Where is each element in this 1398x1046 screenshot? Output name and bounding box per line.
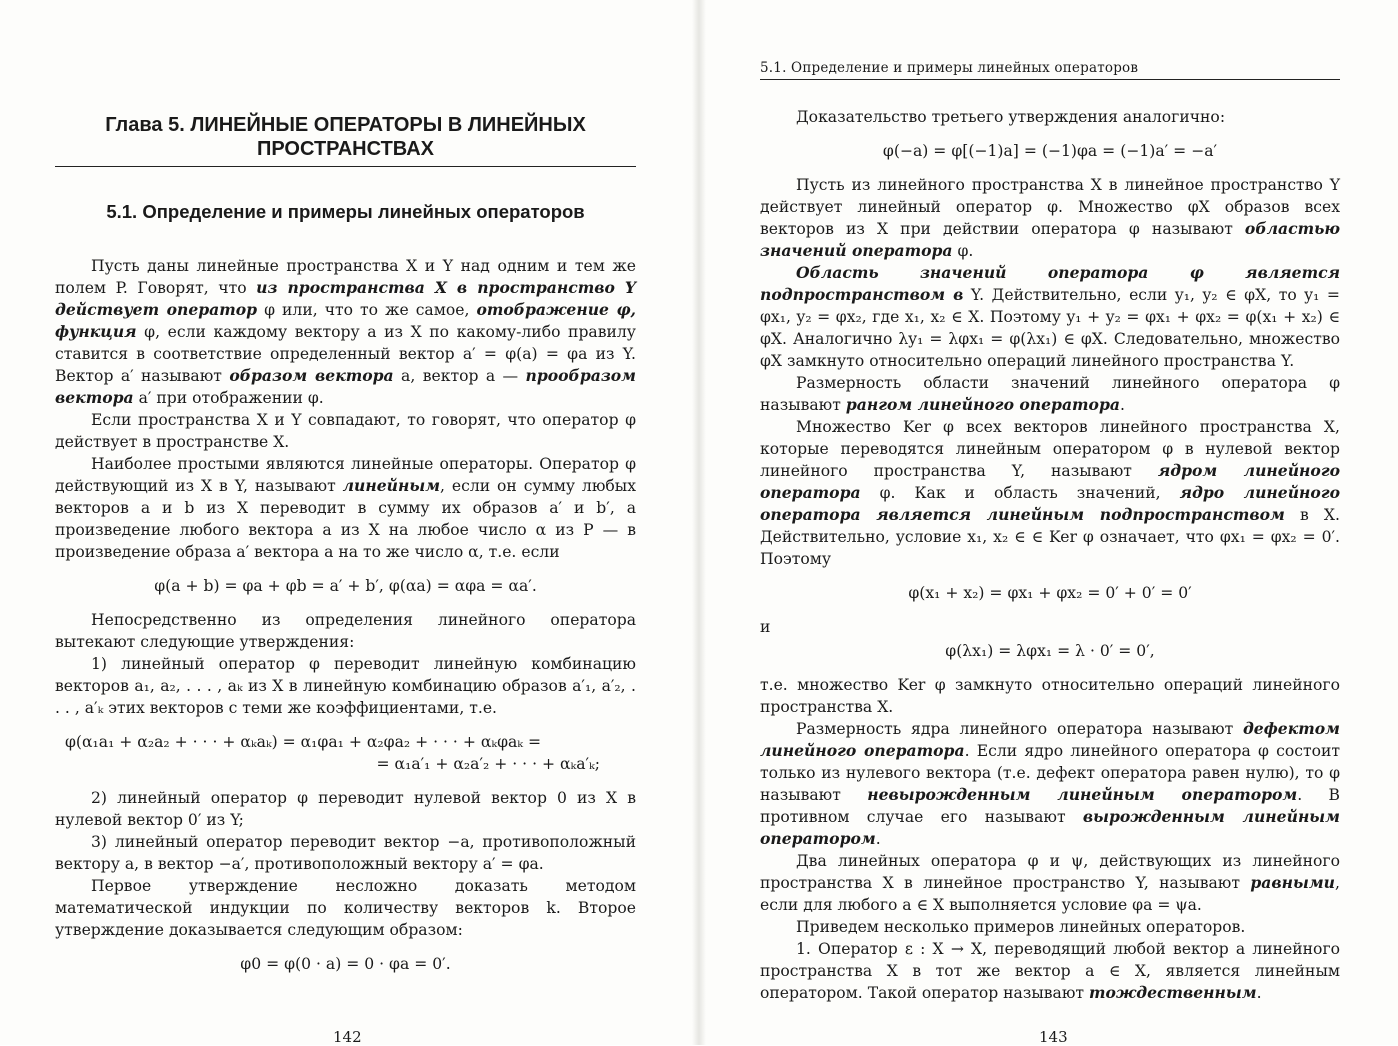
paragraph <box>760 416 1340 570</box>
paragraph <box>760 262 1340 372</box>
term: невырожденным линейным оператором <box>867 785 1298 804</box>
text-run: a′ при отображении φ. <box>133 389 324 407</box>
term: Область значений оператора φ является подпространством в <box>760 263 1340 304</box>
paragraph: Доказательство третьего утверждения аналогично: <box>796 108 1226 126</box>
left-text-column <box>55 255 636 987</box>
term: тождественным <box>1088 983 1257 1002</box>
text-run: , если для любого a ∈ X выполняется условие φa = ψa. <box>760 874 1340 914</box>
text-run: . Если ядро линейного оператора φ состоит только из нулевого вектора (т.е. дефект оператора равен нулю), то φ называют <box>760 742 1341 804</box>
chapter-heading: Глава 5. ЛИНЕЙНЫЕ ОПЕРАТОРЫ В ЛИНЕЙНЫХ ПРОСТРАНСТВАХ <box>55 113 636 167</box>
term: из пространства X в пространство Y действует оператор <box>55 278 636 319</box>
text-run: . <box>1256 984 1262 1002</box>
formula: φ(a + b) = φa + φb = a′ + b′, φ(αa) = αφa = αa′. <box>154 577 537 595</box>
text-run: Пусть даны линейные пространства X и Y над одним и тем же полем P. Говорят, что <box>55 257 636 297</box>
paragraph: Если пространства X и Y совпадают, то говорят, что оператор φ действует в пространстве X. <box>55 411 636 451</box>
book-gutter <box>692 0 706 1045</box>
term: дефектом линейного оператора <box>760 719 1340 760</box>
text-run: 1. Оператор ε : X → X, переводящий любой вектор a линейного пространства X в тот же вектор a ∈ X, является линейным оператором. Такой оператор называют <box>760 940 1340 1002</box>
paragraph <box>760 372 1340 416</box>
paragraph <box>760 850 1340 916</box>
term: равными <box>1250 873 1336 892</box>
page-number: 143 <box>1039 1028 1068 1046</box>
paragraph: Первое утверждение несложно доказать методом математической индукции по количеству векторов k. Второе утверждение доказывается следующим образом: <box>55 877 636 939</box>
formula: φ(α₁a₁ + α₂a₂ + · · · + αₖaₖ) = α₁φa₁ + α₂φa₂ + · · · + αₖφaₖ = <box>65 733 542 751</box>
term: образом вектора <box>229 366 394 385</box>
text-run: Y. Действительно, если y₁, y₂ ∈ φX, то y₁ = φx₁, y₂ = φx₂, где x₁, x₂ ∈ X. Поэтому y₁ + y₂ = φx₁ + φx₂ = φ(x₁ + x₂) ∈ φX. Аналогично λy₁ = λφx₁ = φ(λx₁) ∈ φX. Следовательно, множество φX замкнуто относительно операций линейного пространства Y. <box>760 286 1340 370</box>
term: ядром линейного оператора <box>760 461 1340 502</box>
text-run: φ. <box>952 242 974 260</box>
term: вырожденным линейным оператором <box>760 807 1340 848</box>
paragraph <box>760 938 1340 1004</box>
text-run: φ, если каждому вектору a из X по какому-либо правилу ставится в соответствие определенный вектор a′ = φ(a) = φa из Y. Вектор a′ называют <box>55 323 636 385</box>
paragraph <box>760 174 1340 262</box>
text-run: Размерность ядра линейного оператора называют <box>796 720 1243 738</box>
formula: φ(x₁ + x₂) = φx₁ + φx₂ = 0′ + 0′ = 0′ <box>908 584 1192 602</box>
text-run: . <box>1119 396 1125 414</box>
formula: φ(λx₁) = λφx₁ = λ · 0′ = 0′, <box>945 642 1155 660</box>
paragraph: 1) линейный оператор φ переводит линейную комбинацию векторов a₁, a₂, . . . , aₖ из X в линейную комбинацию образов a′₁, a′₂, . . . , a′ₖ этих векторов с теми же коэффициентами, т.е. <box>55 655 636 717</box>
paragraph: Приведем несколько примеров линейных операторов. <box>796 918 1246 936</box>
text-run: Пусть из линейного пространства X в линейное пространство Y действует линейный оператор φ. Множество φX образов всех векторов из X при действии оператора φ называют <box>760 176 1340 238</box>
term: областью значений оператора <box>760 219 1340 260</box>
left-page <box>0 0 699 1045</box>
section-heading: 5.1. Определение и примеры линейных операторов <box>106 201 585 222</box>
term: линейным <box>342 476 441 495</box>
text-run: . В противном случае его называют <box>760 786 1341 826</box>
conjunction: и <box>760 618 771 636</box>
term: ядро линейного оператора является линейным подпространством <box>760 483 1340 524</box>
right-text-column <box>760 106 1340 1004</box>
paragraph: 2) линейный оператор φ переводит нулевой вектор 0 из X в нулевой вектор 0′ из Y; <box>55 789 636 829</box>
running-head: 5.1. Определение и примеры линейных операторов <box>760 59 1340 80</box>
paragraph <box>55 453 636 563</box>
term: прообразом вектора <box>55 366 637 407</box>
term: отображение φ, функция <box>55 300 636 341</box>
term: рангом линейного оператора <box>845 395 1120 414</box>
paragraph <box>760 718 1340 850</box>
paragraph: Непосредственно из определения линейного оператора вытекают следующие утверждения: <box>55 611 636 651</box>
text-run: Два линейных оператора φ и ψ, действующих из линейного пространства X в линейное пространство Y, называют <box>760 852 1340 892</box>
text-run: , если он сумму любых векторов a и b из X переводит в сумму их образов a′ и b′, а произведение любого вектора a из X на любое число α из P — в произведение образа a′ вектора a на то же число α, т.е. если <box>55 477 636 561</box>
right-page <box>699 0 1398 1045</box>
text-run: φ или, что то же самое, <box>257 301 477 319</box>
text-run: в X. Действительно, условие x₁, x₂ ∈ ∈ Ker φ означает, что φx₁ = φx₂ = 0′. Поэтому <box>760 506 1340 568</box>
page-number: 142 <box>333 1028 362 1046</box>
text-run: a, вектор a — <box>393 367 526 385</box>
text-run: . <box>875 830 881 848</box>
text-run: Множество Ker φ всех векторов линейного пространства X, которые переводятся линейным оператором φ в нулевой вектор линейного пространства Y, называют <box>760 418 1340 480</box>
paragraph <box>55 255 636 409</box>
paragraph: т.е. множество Ker φ замкнуто относительно операций линейного пространства X. <box>760 676 1340 716</box>
formula: φ0 = φ(0 · a) = 0 · φa = 0′. <box>240 955 451 973</box>
paragraph: 3) линейный оператор переводит вектор −a, противоположный вектору a, в вектор −a′, противоположный вектору a′ = φa. <box>55 833 636 873</box>
text-run: Наиболее простыми являются линейные операторы. Оператор φ действующий из X в Y, называют <box>55 455 636 495</box>
text-run: Размерность области значений линейного оператора φ называют <box>760 374 1340 414</box>
formula: = α₁a′₁ + α₂a′₂ + · · · + αₖa′ₖ; <box>376 755 600 773</box>
text-run: φ. Как и область значений, <box>860 484 1180 502</box>
formula: φ(−a) = φ[(−1)a] = (−1)φa = (−1)a′ = −a′ <box>882 142 1218 160</box>
